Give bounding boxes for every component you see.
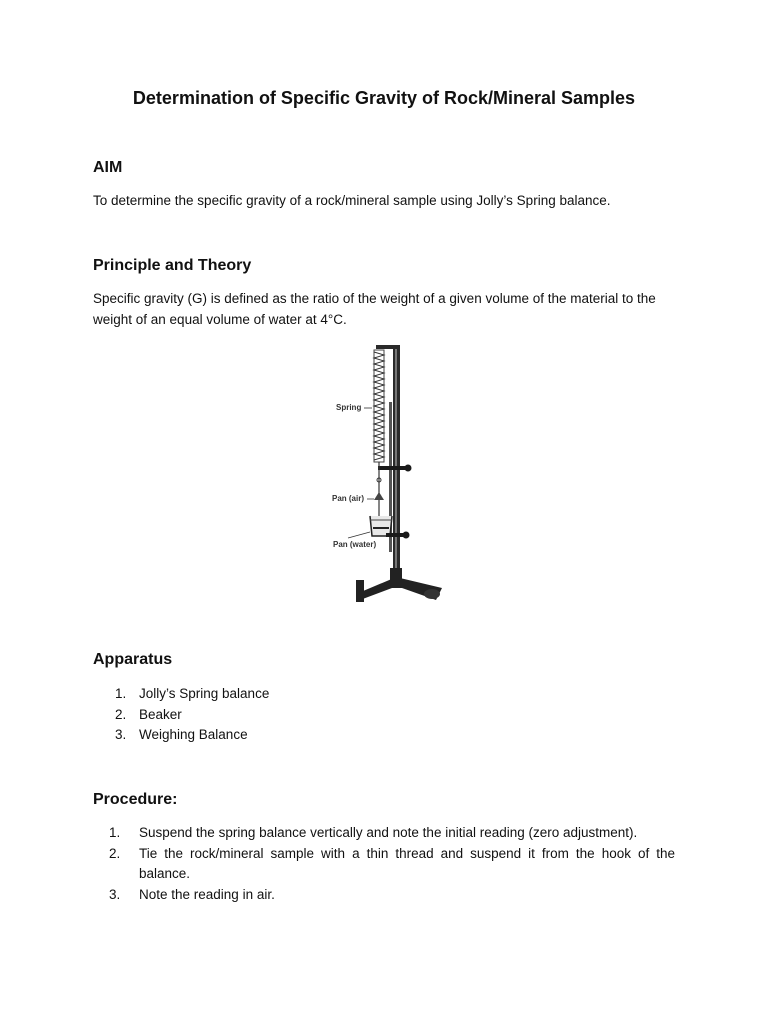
aim-text: To determine the specific gravity of a rock/mineral sample using Jolly’s Spring balance. bbox=[93, 193, 611, 208]
spring-coil bbox=[374, 350, 384, 462]
list-item: 1. Suspend the spring balance vertically and note the initial reading (zero adjustment). bbox=[109, 825, 638, 840]
principle-heading: Principle and Theory bbox=[93, 257, 252, 274]
apparatus-heading: Apparatus bbox=[93, 651, 173, 668]
document-title: Determination of Specific Gravity of Rock/Mineral Samples bbox=[132, 88, 636, 108]
aim-heading: AIM bbox=[93, 159, 123, 176]
procedure-heading: Procedure: bbox=[93, 791, 178, 808]
list-item: 3. Note the reading in air. bbox=[109, 886, 275, 902]
list-item: 1. Jolly’s Spring balance bbox=[115, 686, 270, 701]
label-pan-air: Pan (air) bbox=[332, 494, 365, 503]
principle-text: Specific gravity (G) is defined as the ratio of the weight of a given volume of the material to the weight of an equal volume of water at 4°C. bbox=[93, 291, 656, 327]
label-spring: Spring bbox=[336, 403, 362, 412]
procedure-list bbox=[93, 823, 675, 905]
list-item: 3. Weighing Balance bbox=[115, 727, 248, 742]
list-item: 2. Beaker bbox=[115, 706, 182, 722]
list-item: 2. Tie the rock/mineral sample with a thin thread and suspend it from the hook of the balance. bbox=[109, 845, 675, 881]
jolly-spring-balance-figure bbox=[326, 342, 444, 606]
apparatus-list bbox=[93, 684, 675, 746]
label-pan-water: Pan (water) bbox=[333, 540, 377, 549]
